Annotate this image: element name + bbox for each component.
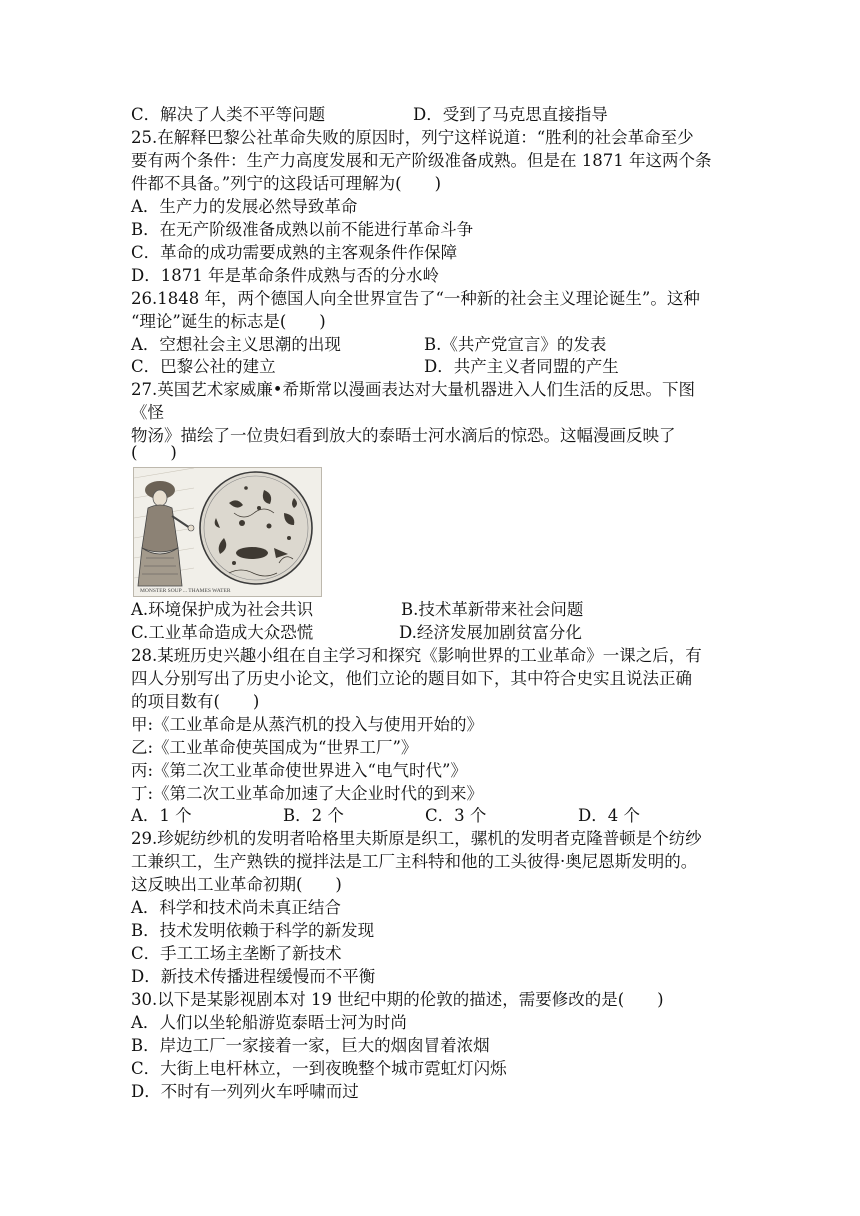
q29-stem-line-1: 29.珍妮纺纱机的发明者哈格里夫斯原是织工，骡机的发明者克隆普顿是个纺纱 [131,829,702,848]
q30-stem-line-1: 30.以下是某影视剧本对 19 世纪中期的伦敦的描述，需要修改的是( ) [131,990,664,1009]
q26-option-b: B.《共产党宣言》的发表 [424,335,607,354]
magnified-drop [200,472,312,584]
q29-stem-line-3: 这反映出工业革命初期( ) [131,875,342,894]
q29-stem-line-2: 工兼织工，生产熟铁的搅拌法是工厂主科特和他的工头彼得·奥尼恩斯发明的。 [131,852,698,871]
q24-option-c: C．解决了人类不平等问题 [131,105,326,124]
q28-stem-line-2: 四人分别写出了历史小论文，他们立论的题目如下，其中符合史实且说法正确 [131,669,692,688]
q27-stem-line-2: 《怪 [131,403,164,422]
q28-option-a: A．1 个 [131,806,192,825]
q25-stem-line-1: 25.在解释巴黎公社革命失败的原因时，列宁这样说道：“胜利的社会革命至少 [131,128,694,147]
q28-item-bing: 丙:《第二次工业革命使世界进入“电气时代”》 [131,761,467,780]
q25-option-d: D．1871 年是革命条件成熟与否的分水岭 [131,266,439,285]
q26-stem-line-1: 26.1848 年，两个德国人向全世界宣告了“一种新的社会主义理论诞生”。这种 [131,289,700,308]
q30-option-b: B．岸边工厂一家接着一家，巨大的烟囱冒着浓烟 [131,1036,490,1055]
q24-option-d: D．受到了马克思直接指导 [413,105,608,124]
q28-item-ding: 丁:《第二次工业革命加速了大企业时代的到来》 [131,784,484,803]
monster-soup-cartoon [133,467,322,597]
q27-stem-line-4: ( ) [131,443,177,462]
q27-stem-line-1: 27.英国艺术家威廉•希斯常以漫画表达对大量机器进入人们生活的反思。下图 [131,380,695,399]
q25-option-b: B．在无产阶级准备成熟以前不能进行革命斗争 [131,220,474,239]
q27-option-c: C.工业革命造成大众恐慌 [131,623,314,642]
q29-option-d: D．新技术传播进程缓慢而不平衡 [131,967,376,986]
q27-option-a: A.环境保护成为社会共识 [131,600,314,619]
q27-option-b: B.技术革新带来社会问题 [401,600,584,619]
q30-option-a: A．人们以坐轮船游览泰晤士河为时尚 [131,1013,407,1032]
q29-option-c: C．手工工场主垄断了新技术 [131,944,342,963]
q27-option-d: D.经济发展加剧贫富分化 [399,623,582,642]
q25-option-a: A．生产力的发展必然导致革命 [131,197,358,216]
q28-option-c: C．3 个 [425,806,487,825]
q24-options-row [131,104,325,126]
q25-stem-line-3: 件都不具备。”列宁的这段话可理解为( ) [131,174,442,193]
q29-option-a: A．科学和技术尚未真正结合 [131,898,341,917]
q28-stem-line-1: 28.某班历史兴趣小组在自主学习和探究《影响世界的工业革命》一课之后，有 [131,646,702,665]
cartoon-caption: MONSTER SOUP ... THAMES WATER [140,588,231,594]
q28-option-b: B．2 个 [283,806,344,825]
q30-option-d: D．不时有一列列火车呼啸而过 [131,1082,359,1101]
q28-stem-line-3: 的项目数有( ) [131,692,260,711]
cartoon-illustration [134,468,321,596]
q30-option-c: C．大街上电杆林立，一到夜晚整个城市霓虹灯闪烁 [131,1059,507,1078]
q28-item-jia: 甲:《工业革命是从蒸汽机的投入与使用开始的》 [131,715,484,734]
q28-item-yi: 乙:《工业革命使英国成为“世界工厂”》 [131,738,418,757]
q29-option-b: B．技术发明依赖于科学的新发现 [131,921,375,940]
q26-option-a: A．空想社会主义思潮的出现 [131,335,341,354]
q26-option-c: C．巴黎公社的建立 [131,357,276,376]
q26-stem-line-2: “理论”诞生的标志是( ) [131,312,326,331]
q27-stem-line-3: 物汤》描绘了一位贵妇看到放大的泰晤士河水滴后的惊恐。这幅漫画反映了 [131,426,676,445]
q26-option-d: D．共产主义者同盟的产生 [424,357,619,376]
q25-stem-line-2: 要有两个条件：生产力高度发展和无产阶级准备成熟。但是在 1871 年这两个条 [131,151,712,170]
q25-option-c: C．革命的成功需要成熟的主客观条件作保障 [131,243,458,262]
q28-option-d: D．4 个 [578,806,640,825]
